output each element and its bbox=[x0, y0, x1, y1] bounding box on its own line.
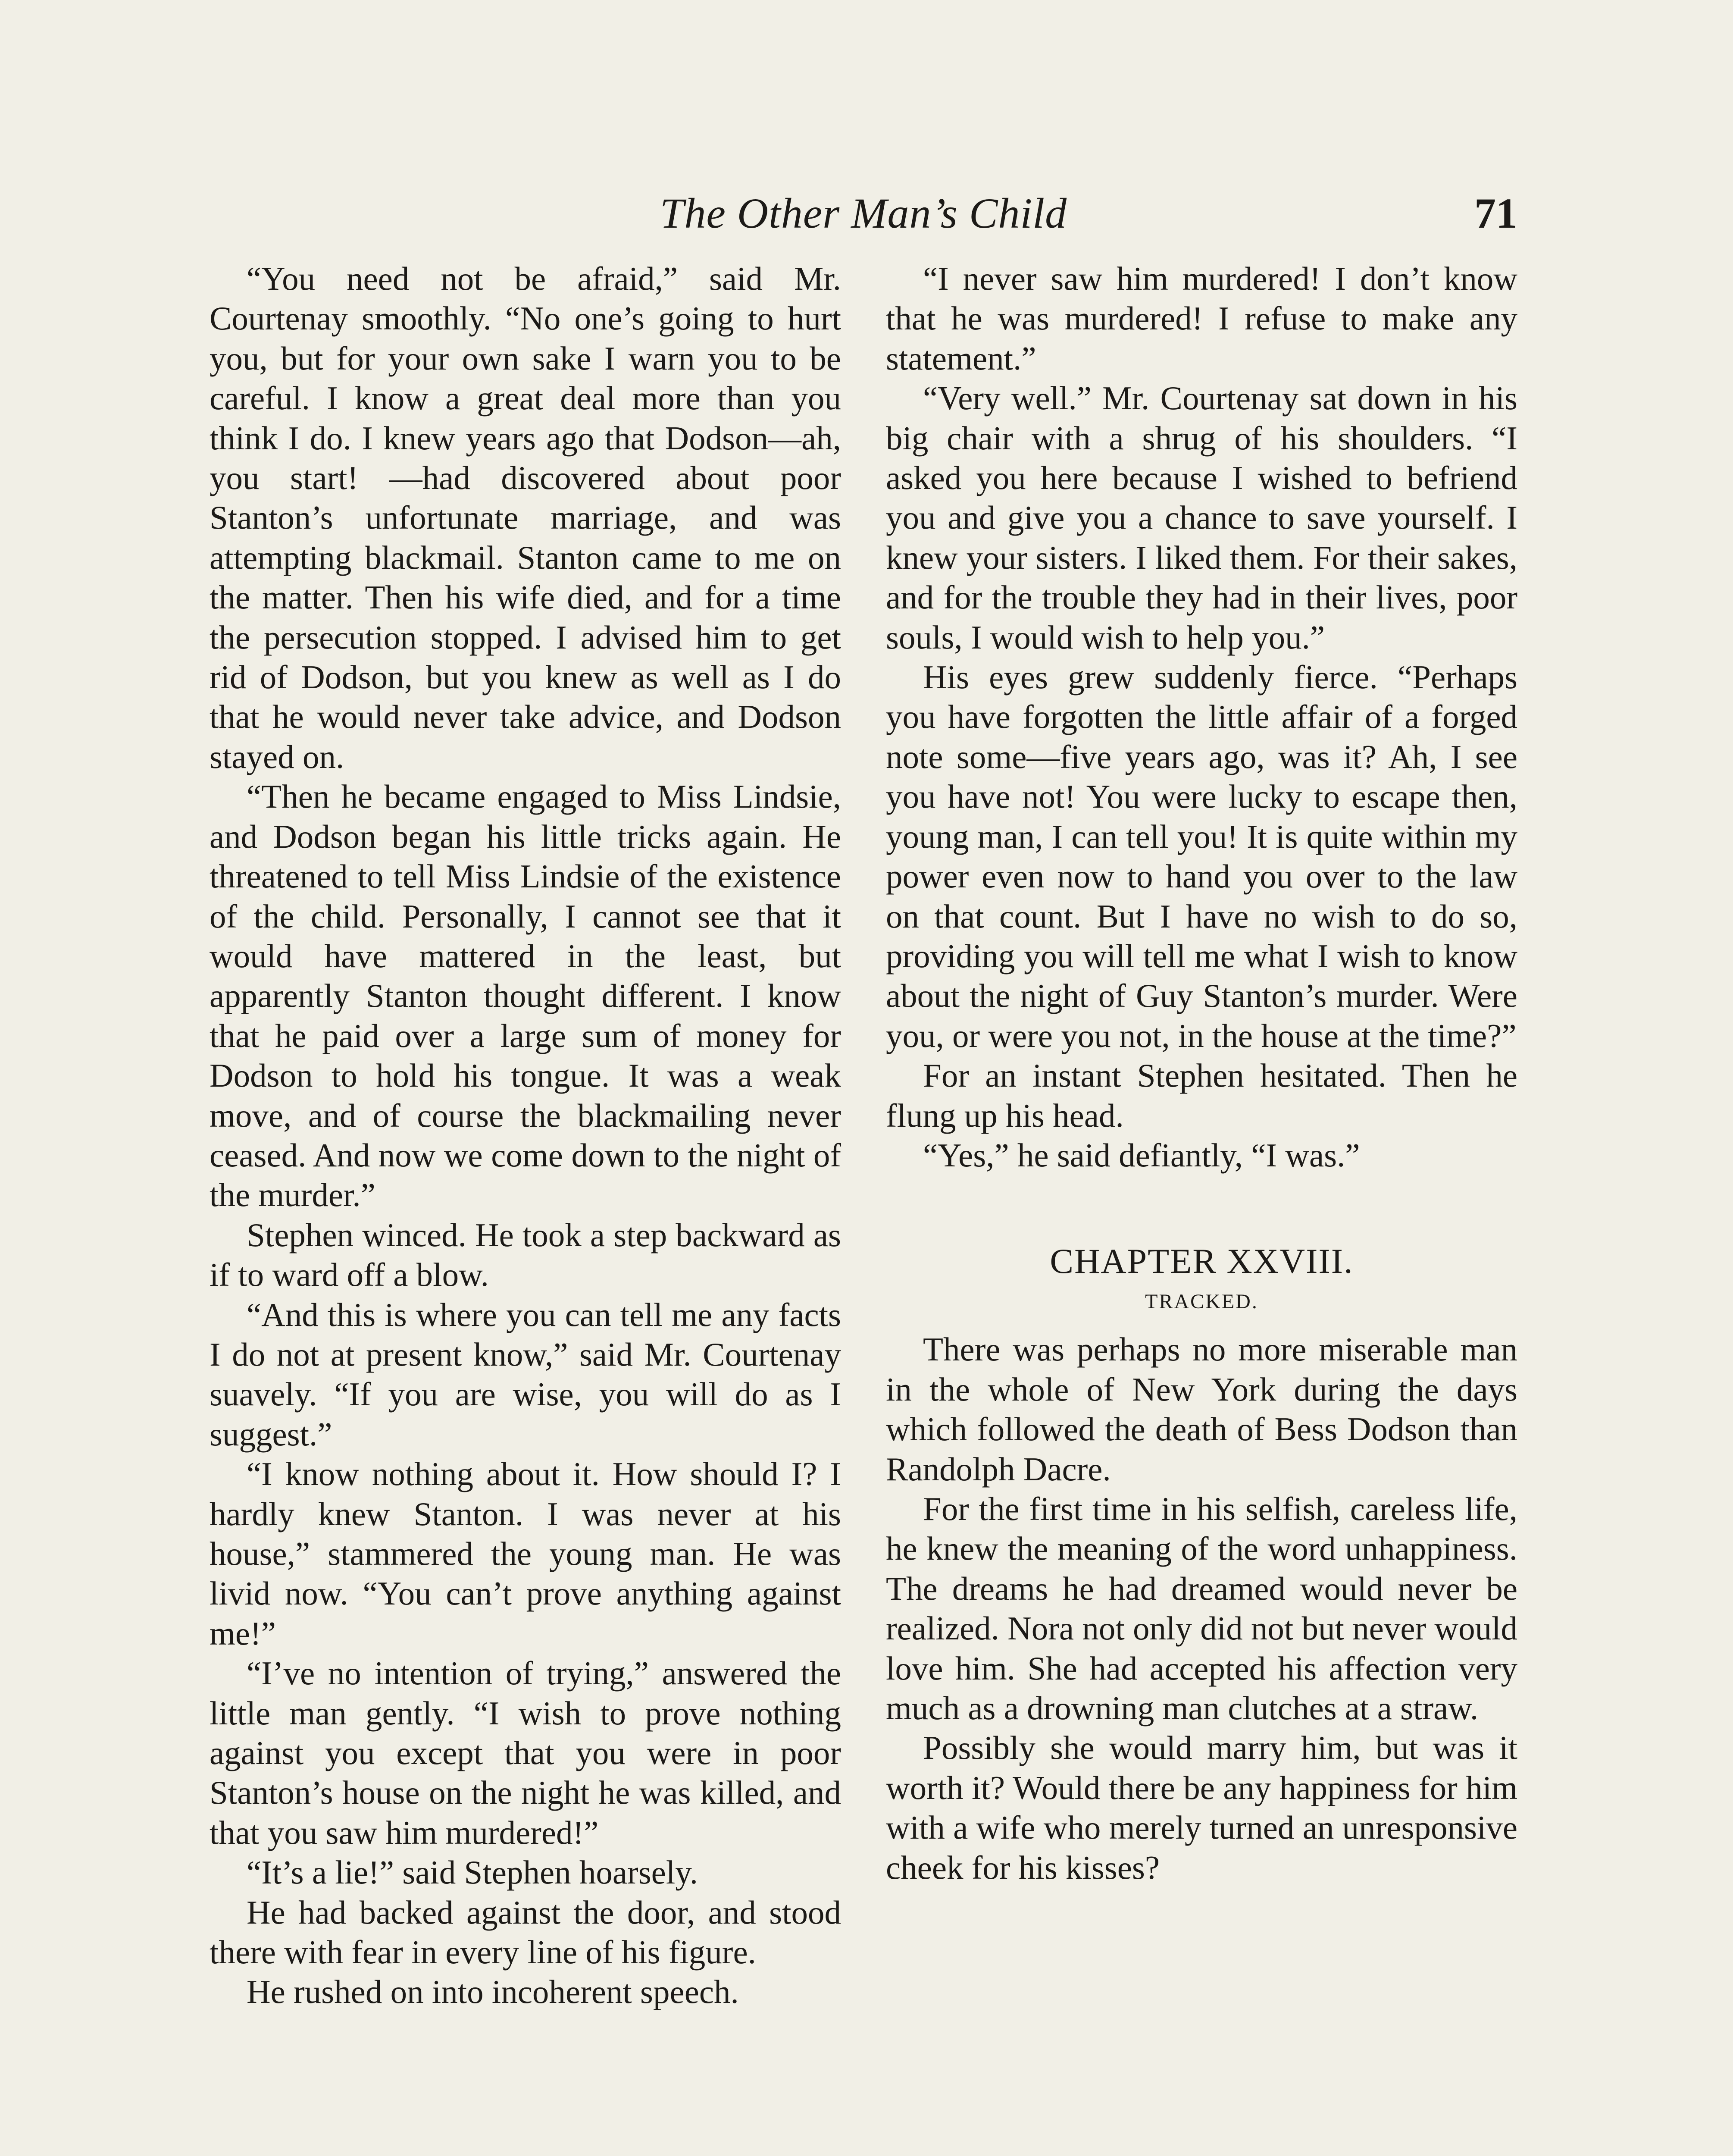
running-title: The Other Man’s Child bbox=[660, 189, 1067, 237]
paragraph: “You need not be afraid,” said Mr. Courtenay smoothly. “No one’s going to hurt you, but for your own sake I warn you to be careful. I know a great deal more than you think I do. I knew years ago that Dodson—ah, you start! —had discovered about poor Stanton’s unfortunate marriage, and was attempting blackmail. Stanton came to me on the matter. Then his wife died, and for a time the persecution stopped. I advised him to get rid of Dodson, but you knew as well as I do that he would never take advice, and Dodson stayed on. bbox=[210, 260, 841, 775]
paragraph: For an instant Stephen hesitated. Then he flung up his head. bbox=[886, 1057, 1517, 1134]
page-number: 71 bbox=[1474, 189, 1517, 237]
paragraph: He had backed against the door, and stood there with fear in every line of his figure. bbox=[210, 1893, 841, 1971]
left-column bbox=[210, 259, 841, 2012]
paragraph: “Very well.” Mr. Courtenay sat down in his big chair with a shrug of his shoulders. “I asked you here because I wished to befriend you and give you a chance to save yourself. I knew your sisters. I liked them. For their sakes, and for the trouble they had in their lives, poor souls, I would wish to help you.” bbox=[886, 379, 1517, 656]
paragraph: “I know nothing about it. How should I? I hardly knew Stanton. I was never at his house,” stammered the young man. He was livid now. “You can’t prove anything against me!” bbox=[210, 1455, 841, 1652]
paragraph: “I’ve no intention of trying,” answered the little man gently. “I wish to prove nothing against you except that you were in poor Stanton’s house on the night he was killed, and that you saw him murdered!” bbox=[210, 1655, 841, 1851]
paragraph: His eyes grew suddenly fierce. “Perhaps you have forgotten the little affair of a forged note some—five years ago, was it? Ah, I see you have not! You were lucky to escape then, young man, I can tell you! It is quite within my power even now to hand you over to the law on that count. But I have no wish to do so, providing you will tell me what I wish to know about the night of Guy Stanton’s murder. Were you, or were you not, in the house at the time?” bbox=[886, 658, 1517, 1054]
paragraph: For the first time in his selfish, careless life, he knew the meaning of the word unhappiness. The dreams he had dreamed would never be realized. Nora not only did not but never would love him. She had accepted his affection very much as a drowning man clutches at a straw. bbox=[886, 1490, 1517, 1727]
chapter-subtitle: TRACKED. bbox=[1145, 1290, 1258, 1313]
paragraph: “Yes,” he said defiantly, “I was.” bbox=[923, 1136, 1360, 1174]
paragraph: There was perhaps no more miserable man in the whole of New York during the days which followed the death of Bess Dodson than Randolph Dacre. bbox=[886, 1331, 1517, 1488]
paragraph: “It’s a lie!” said Stephen hoarsely. bbox=[247, 1854, 698, 1891]
paragraph: Stephen winced. He took a step backward as if to ward off a blow. bbox=[210, 1216, 841, 1294]
chapter-heading: CHAPTER XXVIII. bbox=[1050, 1241, 1354, 1281]
right-column bbox=[886, 259, 1517, 1887]
paragraph: “And this is where you can tell me any facts I do not at present know,” said Mr. Courtenay suavely. “If you are wise, you will do as I suggest.” bbox=[210, 1296, 841, 1453]
running-head bbox=[210, 181, 1517, 246]
paragraph: “I never saw him murdered! I don’t know that he was murdered! I refuse to make any statement.” bbox=[886, 260, 1517, 377]
paragraph: Possibly she would marry him, but was it worth it? Would there be any happiness for him with a wife who merely turned an unresponsive cheek for his kisses? bbox=[886, 1729, 1517, 1886]
paragraph: “Then he became engaged to Miss Lindsie, and Dodson began his little tricks again. He threatened to tell Miss Lindsie of the existence of the child. Personally, I cannot see that it would have mattered in the least, but apparently Stanton thought different. I know that he paid over a large sum of money for Dodson to hold his tongue. It was a weak move, and of course the blackmailing never ceased. And now we come down to the night of the murder.” bbox=[210, 778, 841, 1214]
paragraph: He rushed on into incoherent speech. bbox=[247, 1973, 739, 2011]
